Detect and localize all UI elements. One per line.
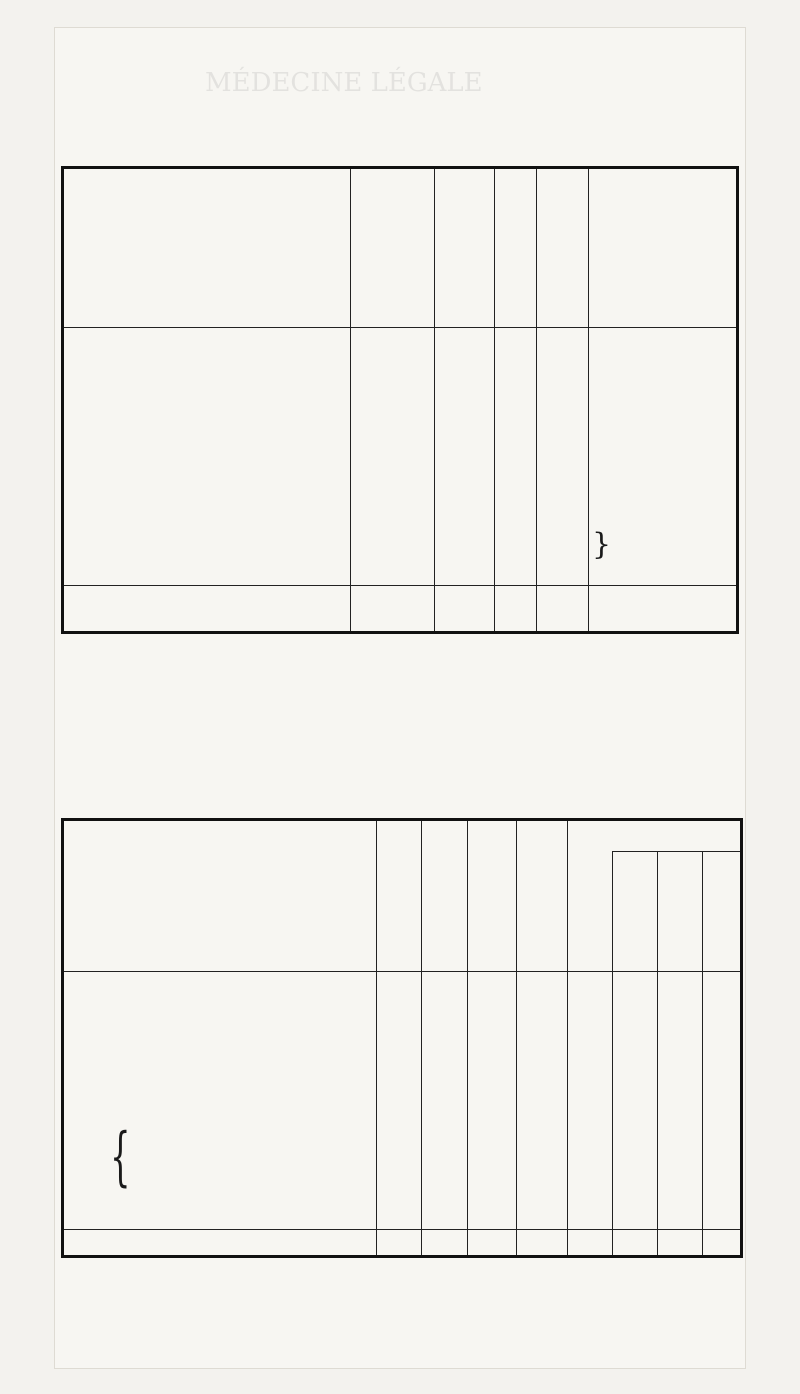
saisons-rule	[612, 851, 740, 852]
col-divider	[516, 821, 517, 1255]
deaths-table-genes-1858	[61, 818, 743, 1258]
brace: {	[110, 1120, 131, 1194]
epidemic-table-1855	[61, 166, 739, 634]
header-rule	[64, 327, 736, 328]
brace: }	[592, 527, 612, 562]
total-row	[64, 597, 736, 614]
total-rule	[64, 585, 736, 586]
summary-duree-row	[64, 549, 736, 566]
header-rule	[64, 971, 740, 972]
show-through-text: MÉDECINE LÉGALE	[205, 68, 483, 98]
col-divider	[467, 821, 468, 1255]
col-divider	[567, 821, 568, 1255]
table-row	[64, 526, 736, 543]
col-divider	[421, 821, 422, 1255]
total-rule	[64, 1229, 740, 1230]
col-divider	[612, 851, 613, 1255]
col-divider	[376, 821, 377, 1255]
page	[55, 28, 745, 1368]
col-divider	[657, 851, 658, 1255]
col-divider	[702, 851, 703, 1255]
running-header	[55, 44, 745, 68]
